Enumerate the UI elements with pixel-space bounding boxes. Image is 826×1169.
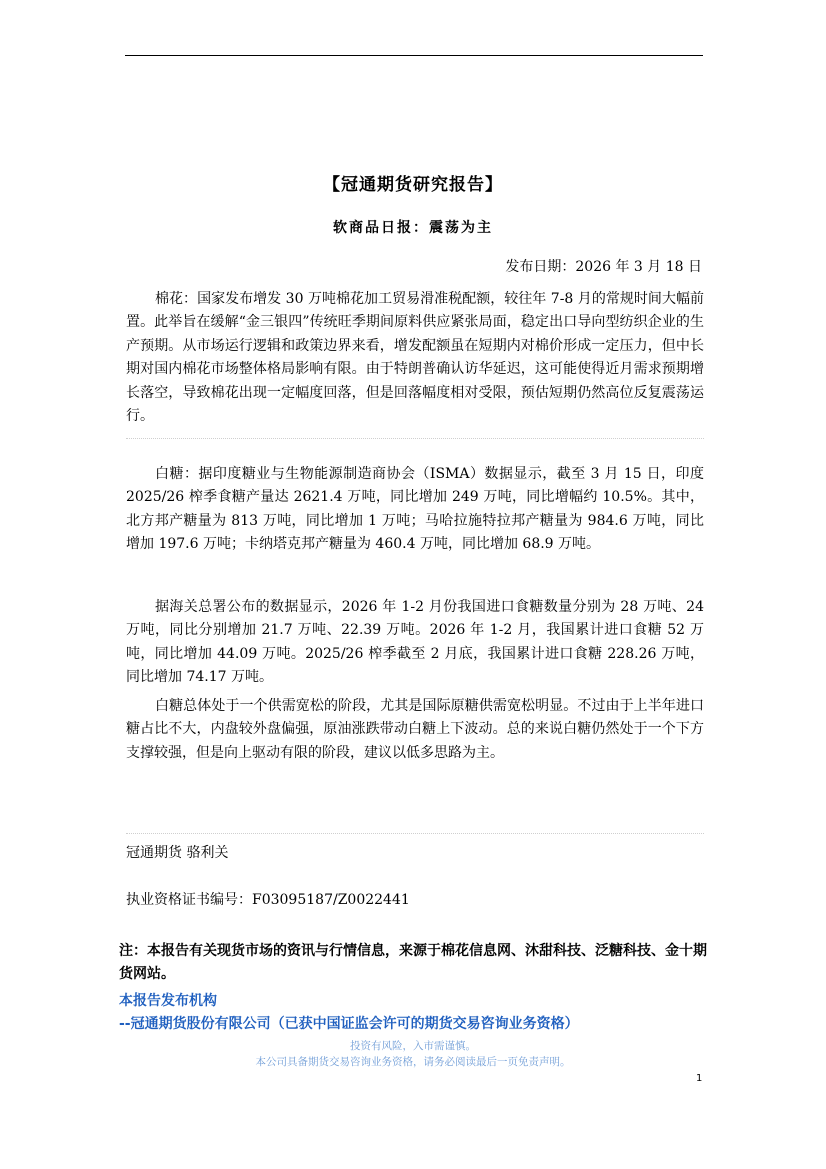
report-title: 【冠通期货研究报告】	[323, 175, 503, 195]
sugar-view-paragraph: 白糖总体处于一个供需宽松的阶段，尤其是国际原糖供需宽松明显。不过由于上半年进口糖占比不大，内盘较外盘偏强，原油涨跌带动白糖上下波动。总的来说白糖仍然处于一个下方支撑较强，但是向上驱动有限的阶段，建议以低多思路为主。	[126, 698, 704, 761]
org-name: --冠通期货股份有限公司（已获中国证监会许可的期货交易咨询业务资格）	[119, 1016, 579, 1032]
sugar-import-paragraph: 据海关总署公布的数据显示，2026 年 1-2 月份我国进口食糖数量分别为 28 万吨、24 万吨，同比分别增加 21.7 万吨、22.39 万吨。2026 年 1-2 月，我国累计进口食糖 52 万吨，同比增加 44.09 万吨。2025/26 榨季截至 2 月底，我国累计进口食糖 228.26 万吨，同比增加 74.17 万吨。	[126, 599, 704, 686]
source-note: 注：本报告有关现货市场的资讯与行情信息，来源于棉花信息网、沐甜科技、泛糖科技、金十期货网站。	[119, 943, 707, 982]
section-divider	[126, 438, 704, 439]
author-name: 冠通期货 骆利关	[126, 845, 229, 861]
publish-date: 发布日期：2026 年 3 月 18 日	[505, 259, 702, 275]
risk-warning: 投资有风险，入市需谨慎。	[350, 1040, 476, 1052]
report-subtitle: 软商品日报：震荡为主	[333, 220, 493, 236]
license-number: 执业资格证书编号：F03095187/Z0022441	[126, 892, 410, 908]
disclaimer-notice: 本公司具备期货交易咨询业务资格，请务必阅读最后一页免责声明。	[255, 1056, 571, 1068]
org-heading: 本报告发布机构	[119, 993, 217, 1009]
sugar-india-paragraph: 白糖：据印度糖业与生物能源制造商协会（ISMA）数据显示，截至 3 月 15 日，印度 2025/26 榨季食糖产量达 2621.4 万吨，同比增加 249 万吨，同比增幅约 10.5%。其中，北方邦产糖量为 813 万吨，同比增加 1 万吨；马哈拉施特拉邦产糖量为 984.6 万吨，同比增加 197.6 万吨；卡纳塔克邦产糖量为 460.4 万吨，同比增加 68.9 万吨。	[126, 466, 704, 553]
signature-divider	[126, 833, 704, 834]
top-rule	[125, 55, 703, 56]
page-number: 1	[696, 1073, 703, 1084]
cotton-paragraph: 棉花：国家发布增发 30 万吨棉花加工贸易滑准税配额，较往年 7-8 月的常规时间大幅前置。此举旨在缓解“金三银四”传统旺季期间原料供应紧张局面，稳定出口导向型纺织企业的生产预期。从市场运行逻辑和政策边界来看，增发配额虽在短期内对棉价形成一定压力，但中长期对国内棉花市场整体格局影响有限。由于特朗普确认访华延迟，这可能使得近月需求预期增长落空，导致棉花出现一定幅度回落，但是回落幅度相对受限，预估短期仍然高位反复震荡运行。	[126, 291, 704, 425]
